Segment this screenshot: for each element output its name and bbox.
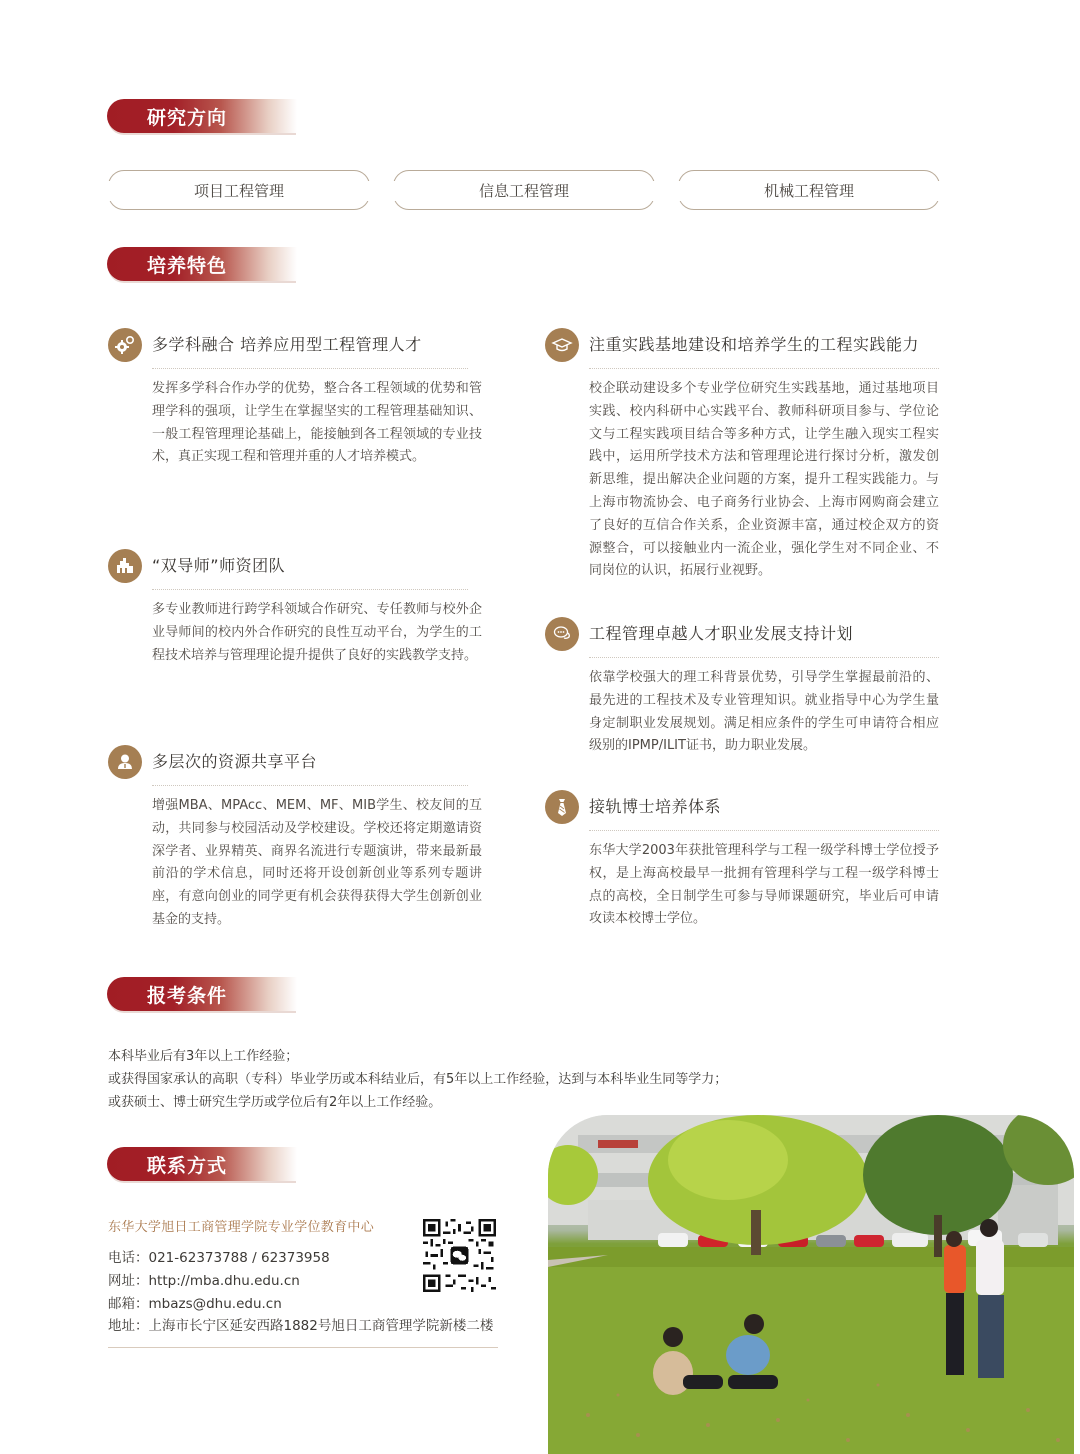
- feature-body: 东华大学2003年获批管理科学与工程一级学科博士学位授予权，是上海高校最早一批拥有管理科学与工程一级学科博士点的高校，全日制学生可参与导师课题研究，毕业后可申请攻读本校博士学位。: [589, 843, 939, 927]
- feature-body: 依靠学校强大的理工科背景优势，引导学生掌握最前沿的、最先进的工程技术及专业管理知识。就业指导中心为学生量身定制职业发展规划。满足相应条件的学生可申请符合相应级别的IPMP/ILIT证书，助力职业发展。: [589, 670, 939, 754]
- feature-title: 接轨博士培养体系: [589, 797, 722, 816]
- contact-website[interactable]: 网址：http://mba.dhu.edu.cn: [108, 1272, 300, 1289]
- wechat-qr-code-icon: [423, 1219, 496, 1292]
- divider: [108, 1347, 498, 1348]
- feature-title: 多层次的资源共享平台: [152, 752, 318, 771]
- pill-label: 机械工程管理: [763, 181, 854, 200]
- requirement-item: 或获硕士、博士研究生学历或学位后有2年以上工作经验。: [108, 1095, 442, 1110]
- section-header-research: [107, 99, 297, 133]
- section-header-features: [107, 247, 297, 281]
- tie-icon: [545, 790, 579, 824]
- divider: [589, 657, 939, 658]
- feature-title: 工程管理卓越人才职业发展支持计划: [589, 624, 854, 643]
- feature-body: 增强MBA、MPAcc、MEM、MF、MIB学生、校友间的互动，共同参与校园活动及学校建设。学校还将定期邀请资深学者、业界精英、商界名流进行专题演讲，带来最新最前沿的学术信息，同时还将开设创新创业等系列专题讲座，有意向创业的同学更有机会获得获得大学生创新创业基金的支持。: [152, 798, 482, 927]
- feature-title: 多学科融合 培养应用型工程管理人才: [152, 335, 422, 354]
- research-directions: [108, 170, 940, 210]
- graduation-cap-icon: [545, 328, 579, 362]
- divider: [152, 368, 468, 369]
- feature-body: 发挥多学科合作办学的优势，整合各工程领域的优势和管理学科的强项，让学生在掌握坚实的工程管理基础知识、一般工程管理理论基础上，能接触到各工程领域的专业技术，真正实现工程和管理并重的人才培养模式。: [152, 381, 482, 465]
- feature-title: 注重实践基地建设和培养学生的工程实践能力: [589, 335, 920, 354]
- contact-organization: 东华大学旭日工商管理学院专业学位教育中心: [108, 1220, 375, 1235]
- section-title: 报考条件: [147, 985, 228, 1007]
- person-icon: [108, 745, 142, 779]
- section-title: 培养特色: [147, 255, 228, 277]
- section-header-contact: [107, 1147, 297, 1181]
- divider: [589, 830, 939, 831]
- requirement-item: 或获得国家承认的高职（专科）毕业学历或本科结业后，有5年以上工作经验，达到与本科毕业生同等学力；: [108, 1072, 728, 1087]
- pill-label: 项目工程管理: [193, 181, 284, 200]
- divider: [152, 785, 468, 786]
- contact-address: 地址：上海市长宁区延安西路1882号旭日工商管理学院新楼二楼: [108, 1318, 494, 1335]
- gears-icon: [108, 328, 142, 362]
- requirement-item: 本科毕业后有3年以上工作经验；: [108, 1049, 299, 1064]
- feature-title: “双导师”师资团队: [152, 556, 286, 575]
- divider: [152, 589, 468, 590]
- research-direction-info-eng[interactable]: [393, 170, 655, 210]
- research-direction-mech-eng[interactable]: [678, 170, 940, 210]
- section-title: 研究方向: [147, 107, 228, 129]
- divider: [589, 368, 939, 369]
- pill-label: 信息工程管理: [478, 181, 569, 200]
- research-direction-project-eng[interactable]: [108, 170, 370, 210]
- section-header-requirements: [107, 977, 297, 1011]
- skyline-icon: [108, 549, 142, 583]
- feature-body: 多专业教师进行跨学科领域合作研究、专任教师与校外企业导师间的校内外合作研究的良性互动平台，为学生的工程技术培养与管理理论提升提供了良好的实践教学支持。: [152, 602, 482, 663]
- campus-lawn-photo: [548, 1115, 1074, 1454]
- requirements-list: [108, 1045, 727, 1114]
- contact-phone: 电话：021-62373788 / 62373958: [108, 1250, 330, 1266]
- contact-email[interactable]: 邮箱：mbazs@dhu.edu.cn: [108, 1295, 282, 1312]
- section-title: 联系方式: [147, 1155, 228, 1177]
- feature-body: 校企联动建设多个专业学位研究生实践基地，通过基地项目实践、校内科研中心实践平台、教师科研项目参与、学位论文与工程实践项目结合等多种方式，让学生融入现实工程实践中，运用所学技术方法和管理理论进行探讨分析，激发创新思维，提出解决企业问题的方案，提升工程实践能力。与上海市物流协会、电子商务行业协会、上海市网购商会建立了良好的互信合作关系，企业资源丰富，通过校企双方的资源整合，可以接触业内一流企业，强化学生对不同企业、不同岗位的认识，拓展行业视野。: [589, 381, 939, 579]
- chat-bubbles-icon: [545, 617, 579, 651]
